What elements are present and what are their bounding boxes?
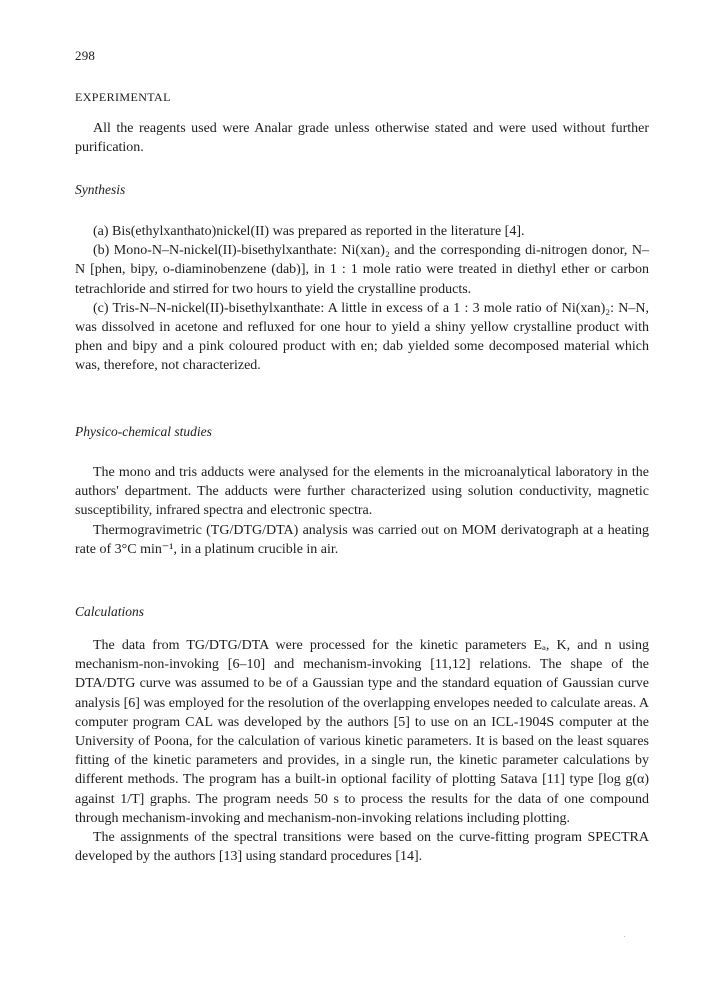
page-number: 298	[75, 48, 96, 63]
intro-paragraph: All the reagents used were Analar grade unless otherwise stated and were used without further purification.	[75, 121, 649, 156]
physico-chemical-paragraph-2: Thermogravimetric (TG/DTG/DTA) analysis was carried out on MOM derivatograph at a heating rate of 3°C min⁻¹, in a platinum crucible in air.	[75, 522, 649, 557]
calculations-paragraph-1: The data from TG/DTG/DTA were processed for the kinetic parameters Eₐ, K, and n using mechanism-non-invoking [6–10] and mechanism-invoking [11,12] relations. The shape of the DTA/DTG curve was assumed to be of a Gaussian type and the standard equation of Gaussian curve analysis [6] was employed for the resolution of the overlapping envelopes needed to calculate areas. A computer program CAL was developed by the authors [5] to use on an ICL-1904S computer at the University of Poona, for the calculation of various kinetic parameters. It is based on the least squares fitting of the kinetic parameters and provides, in a single run, the kinetic parameter calculations by different methods. The program has a built-in optional facility of plotting Satava [11] type [log g(α) against 1/T] graphs. The program needs 50 s to process the results for the data of one compound through mechanism-invoking and mechanism-non-invoking relations including plotting.	[75, 638, 649, 826]
physico-chemical-heading: Physico-chemical studies	[75, 424, 212, 439]
scan-speck	[624, 936, 625, 937]
synthesis-paragraph-a: (a) Bis(ethylxanthato)nickel(II) was prepared as reported in the literature [4].	[93, 224, 525, 239]
section-heading: EXPERIMENTAL	[75, 90, 171, 104]
calculations-heading: Calculations	[75, 604, 145, 619]
synthesis-paragraph-b: (b) Mono-N–N-nickel(II)-bisethylxanthate: Ni(xan)₂ and the corresponding di-nitrogen donor, N–N [phen, bipy, o-diaminobenzene (dab)], in 1 : 1 mole ratio were treated in diethyl ether or carbon tetrachloride and stirred for two hours to yield the crystalline products.	[75, 243, 649, 297]
physico-chemical-paragraph-1: The mono and tris adducts were analysed for the elements in the microanalytical laboratory in the authors' department. The adducts were further characterized using solution conductivity, magnetic susceptibility, infrared spectra and electronic spectra.	[75, 465, 649, 519]
intro-section	[75, 119, 649, 157]
physico-chemical-section	[75, 463, 649, 559]
synthesis-heading: Synthesis	[75, 182, 126, 197]
calculations-paragraph-2: The assignments of the spectral transitions were based on the curve-fitting program SPECTRA developed by the authors [13] using standard procedures [14].	[75, 830, 649, 865]
synthesis-section	[75, 222, 649, 376]
synthesis-paragraph-c: (c) Tris-N–N-nickel(II)-bisethylxanthate: A little in excess of a 1 : 3 mole ratio of Ni(xan)₂: N–N, was dissolved in acetone and refluxed for one hour to yield a shiny yellow crystalline product with phen and bipy and a pink coloured product with en; dab yielded some decomposed material which was, therefore, not characterized.	[75, 300, 649, 374]
calculations-section	[75, 636, 649, 866]
